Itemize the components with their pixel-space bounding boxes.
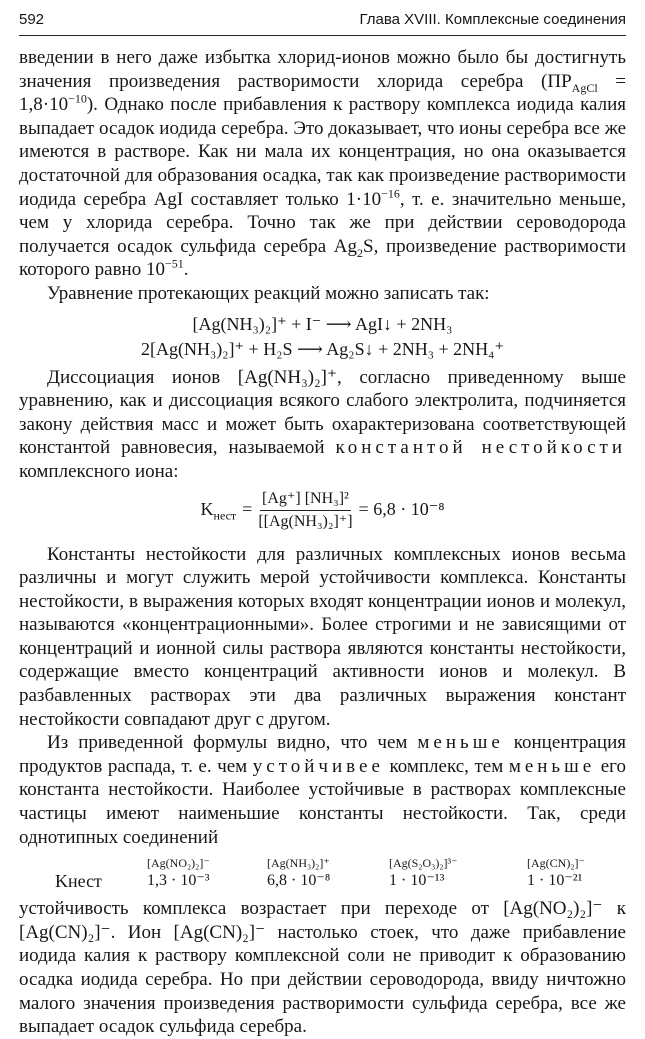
constants-table <box>55 855 626 891</box>
reaction-equation-1: [Ag(NH₃)₂]⁺ + I⁻ ⟶ AgI↓ + 2NH₃ <box>192 313 453 334</box>
table-head: [Ag(NH₃)₂]⁺ <box>267 856 330 871</box>
table-head: [Ag(CN)₂]⁻ <box>527 856 585 871</box>
table-value: 1,3 · 10⁻³ <box>147 872 210 890</box>
formula-numerator: [Ag⁺] [NH₃]² <box>260 489 351 511</box>
paragraph-6: устойчивость комплекса возрастает при переходе от [Ag(NO₂)₂]⁻ к [Ag(CN)₂]⁻. Ион [Ag(CN)₂]⁻ настолько стоек, что даже прибавление иодида калия к раствору комплексной соли не приводит к образованию осадка иодида серебра. Но при действии сероводорода, ввиду ничтожно малого значения произведения растворимости сульфида серебра, все же выпадает осадок сульфида серебра. <box>19 898 626 1038</box>
formula-denominator: [[Ag(NH₃)₂]⁺] <box>258 512 353 530</box>
table-value: 1 · 10⁻¹³ <box>389 872 445 890</box>
page-number: 592 <box>19 11 45 28</box>
formula-fraction <box>258 489 352 532</box>
term-instability-constant: константой нестойкости <box>335 437 626 459</box>
formula-equals: = <box>242 499 253 520</box>
formula-k: $K_{нест}$ <box>200 499 237 523</box>
reaction-equation-2: 2[Ag(NH₃)₂]⁺ + H₂S ⟶ Ag₂S↓ + 2NH₃ + 2NH₄⁺ <box>141 338 504 359</box>
paragraph-1: введении в него даже избытка хлорид-ионов можно было бы достигнуть значения произведения растворимости хлорида серебра $(ПР_{AgCl} = 1,8\cdot 10^{-10})$. Однако после прибавления к раствору комплекса иодида калия выпадает осадок иодида серебра. Это доказывает, что ионы серебра все же имеются в растворе. Как ни мала их концентрация, но она оказывается достаточной для образования осадка, так как произведение растворимости иодида серебра AgI составляет только $1\cdot 10^{-16}$, т. е. значительно меньше, чем у хлорида серебра. Точно так же при действии сероводорода получается осадок сульфида серебра $Ag_2S$, произведение растворимости которого равно $10^{-51}$. <box>19 47 627 281</box>
table-value: 6,8 · 10⁻⁸ <box>267 872 331 890</box>
chapter-title: Глава XVIII. Комплексные соединения <box>359 11 626 28</box>
table-head: [Ag(NO₂)₂]⁻ <box>147 856 210 871</box>
paragraph-3: Диссоциация ионов [Ag(NH₃)₂]⁺, согласно приведенному выше уравнению, как и диссоциация всякого слабого электролита, подчиняется закону действия масс и может быть охарактеризована соответствующей константой равновесия, называемой константой нестойкости комплексного иона: <box>19 366 626 482</box>
running-header <box>19 10 626 36</box>
table-label: Kнест <box>55 871 102 892</box>
table-head: [Ag(S₂O₃)₂]³⁻ <box>389 856 458 871</box>
paragraph-4: Константы нестойкости для различных комплексных ионов весьма различны и могут служить мерой устойчивости комплекса. Константы нестойкости, в выражения которых входят концентрации ионов и молекул, называются «концентрационными». Более строгими и не зависящими от концентраций и ионной силы раствора являются константы нестойкости, содержащие вместо концентраций активности ионов и молекул. В разбавленных растворах эти два различных выражения констант нестойкости совпадают друг с другом. <box>19 543 626 730</box>
table-value: 1 · 10⁻²¹ <box>527 872 583 890</box>
instability-constant-formula <box>19 489 626 532</box>
formula-value: = 6,8 · 10⁻⁸ <box>358 499 445 520</box>
paragraph-2: Уравнение протекающих реакций можно записать так: <box>47 282 490 304</box>
paragraph-5: Из приведенной формулы видно, что чем меньше концентрация продуктов распада, т. е. чем устойчивее комплекс, тем меньше его константа нестойкости. Наиболее устойчивые в растворах комплексные частицы имеют наименьшие константы нестойкости. Так, среди однотипных соединений <box>19 732 626 848</box>
reaction-equations <box>19 312 626 362</box>
